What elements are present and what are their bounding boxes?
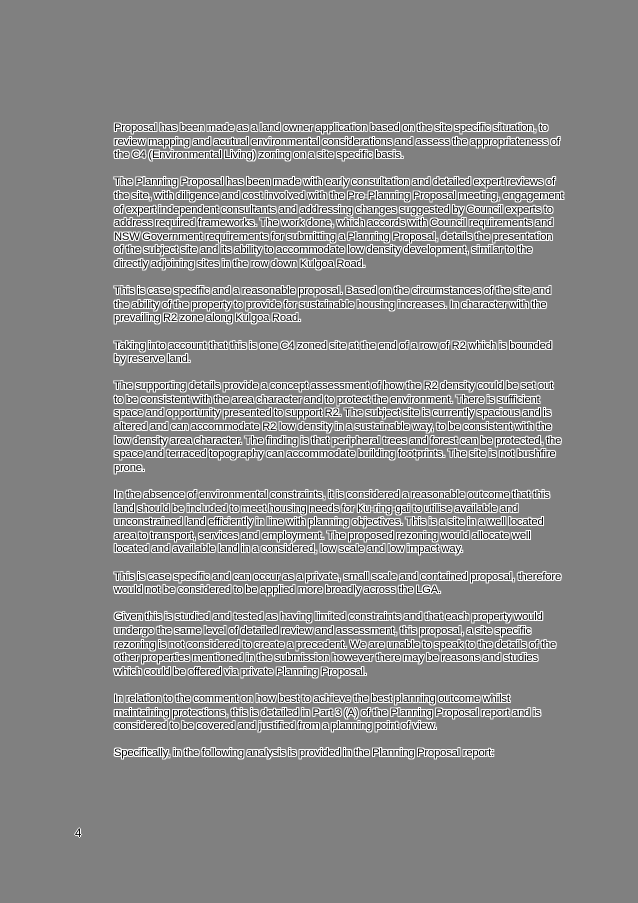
paragraph-precedent: Given this is studied and tested as having limited constraints and that each property would undergo the same level of detailed review and assessment, this proposal, a site specific rezoning is not considered to create a precedent. We are unable to speak to the details of the other properties mentioned in the submission however there may be reasons and studies which could be offered via private Planning Proposal. [114, 611, 557, 678]
paragraph-planning-proposal-consultation: The Planning Proposal has been made with early consultation and detailed expert reviews of the site, with diligence and cost involved with the Pre-Planning Proposal meeting, engagement of expert independent consultants and addressing changes suggested by Council experts to address required frameworks. The work done, which accords with Council requirements and NSW Government requirements for submitting a Planning Proposal, details the presentation of the subject site and its ability to accommodate low density development, similar to the directly adjoining sites in the row down Kulgoa Road. [114, 176, 564, 270]
paragraph-following-analysis: Specifically, in the following analysis is provided in the Planning Proposal report: [114, 747, 495, 760]
paragraph-c4-zoned-site: Taking into account that this is one C4 zoned site at the end of a row of R2 which is bounded by reserve land. [114, 339, 552, 366]
paragraph-best-planning-outcome: In relation to the comment on how best to achieve the best planning outcome whilst maintaining protections, this is detailed in Part 3 (A) of the Planning Proposal report and is considered to be covered and justified from a planning point of view. [114, 692, 541, 733]
page-number: 4 [75, 828, 82, 840]
paragraph-case-specific-reasonable: This is case specific and a reasonable proposal. Based on the circumstances of the site and the ability of the property to provide for sustainable housing increases. In character with the prevailing R2 zone along Kulgoa Road. [114, 285, 552, 325]
paragraph-supporting-details: The supporting details provide a concept assessment of how the R2 density could be set out to be consistent with the area character and to protect the environment. There is sufficient space and opportunity presented to support R2. The subject site is currently spacious and is altered and can accommodate R2 low density in a sustainable way, to be consistent with the low density area character. The finding is that peripheral trees and forest can be protected, the space and terraced topography can accommodate building footprints. The site is not bushfire prone. [114, 380, 562, 474]
paragraph-environmental-constraints: In the absence of environmental constraints, it is considered a reasonable outcome that this land should be included to meet housing needs for Ku-ring-gai to utilise available and unconstrained land efficiently in line with planning objectives. This is a site in a well located area to transport, services and employment. The proposed rezoning would allocate well located and available land in a considered, low scale and low impact way. [114, 489, 550, 556]
document-body [114, 122, 564, 775]
paragraph-site-specific-application: Proposal has been made as a land owner application based on the site specific situation, to review mapping and acutual environmental considerations and assess the appropriateness of the C4 (Environmental Living) zoning on a site specific basis. [114, 122, 560, 162]
paragraph-private-small-scale: This is case specific and can occur as a private, small scale and contained proposal, therefore would not be considered to be applied more broadly across the LGA. [114, 570, 562, 597]
